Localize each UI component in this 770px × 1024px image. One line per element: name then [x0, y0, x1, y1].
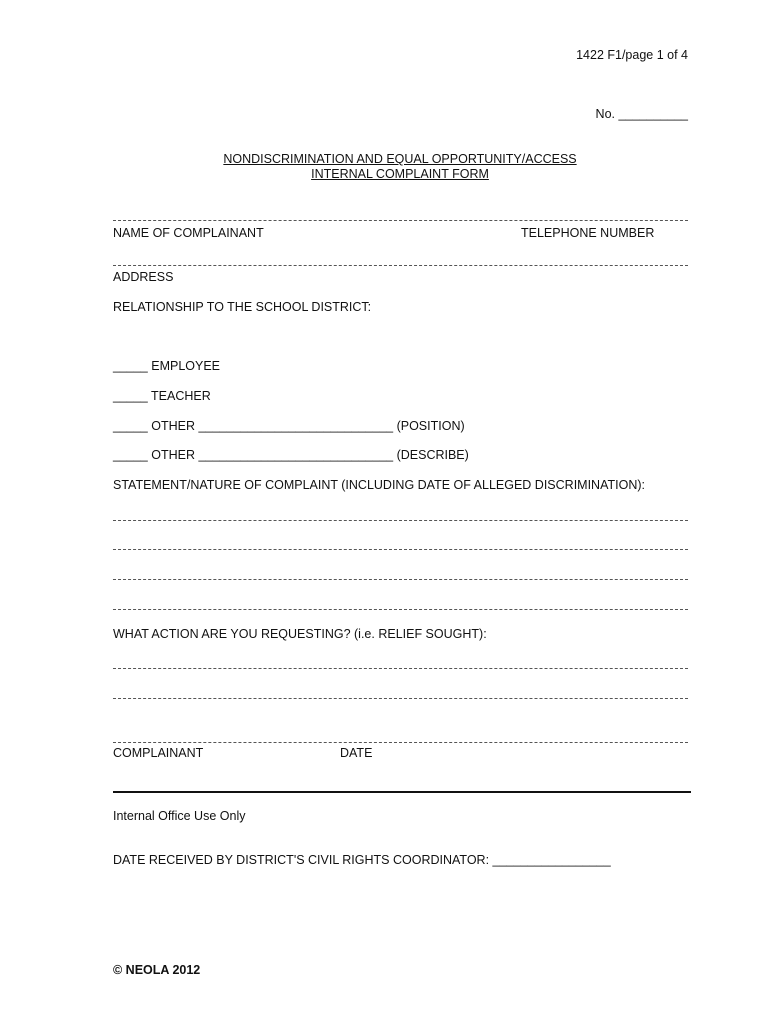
telephone-number-label: TELEPHONE NUMBER — [521, 226, 655, 240]
page-reference: 1422 F1/page 1 of 4 — [576, 48, 688, 62]
address-label: ADDRESS — [113, 270, 174, 284]
date-received-field[interactable]: DATE RECEIVED BY DISTRICT'S CIVIL RIGHTS COORDINATOR: _________________ — [113, 853, 611, 867]
complainant-signature-label: COMPLAINANT — [113, 746, 204, 760]
action-line-2[interactable] — [113, 698, 688, 699]
address-line[interactable] — [113, 265, 688, 266]
option-teacher[interactable]: _____ TEACHER — [113, 389, 211, 403]
form-title-line2: INTERNAL COMPLAINT FORM — [311, 167, 489, 181]
signature-date-label: DATE — [340, 746, 373, 760]
statement-line-3[interactable] — [113, 579, 688, 580]
section-divider — [113, 791, 691, 793]
action-line-1[interactable] — [113, 668, 688, 669]
option-other-position[interactable]: _____ OTHER ____________________________ (POSITION) — [113, 419, 465, 433]
option-other-describe[interactable]: _____ OTHER ____________________________ (DESCRIBE) — [113, 448, 469, 462]
name-phone-line[interactable] — [113, 220, 688, 221]
copyright-notice: © NEOLA 2012 — [113, 963, 201, 977]
form-title-line1: NONDISCRIMINATION AND EQUAL OPPORTUNITY/ACCESS — [223, 152, 577, 166]
option-employee[interactable]: _____ EMPLOYEE — [113, 359, 221, 373]
statement-line-2[interactable] — [113, 549, 688, 550]
name-of-complainant-label: NAME OF COMPLAINANT — [113, 226, 264, 240]
statement-line-4[interactable] — [113, 609, 688, 610]
form-number: No. __________ — [595, 107, 688, 121]
action-requested-label: WHAT ACTION ARE YOU REQUESTING? (i.e. RELIEF SOUGHT): — [113, 627, 487, 641]
office-use-label: Internal Office Use Only — [113, 809, 246, 823]
relationship-label: RELATIONSHIP TO THE SCHOOL DISTRICT: — [113, 300, 372, 314]
statement-label: STATEMENT/NATURE OF COMPLAINT (INCLUDING DATE OF ALLEGED DISCRIMINATION): — [113, 478, 645, 492]
statement-line-1[interactable] — [113, 520, 688, 521]
signature-line[interactable] — [113, 742, 688, 743]
